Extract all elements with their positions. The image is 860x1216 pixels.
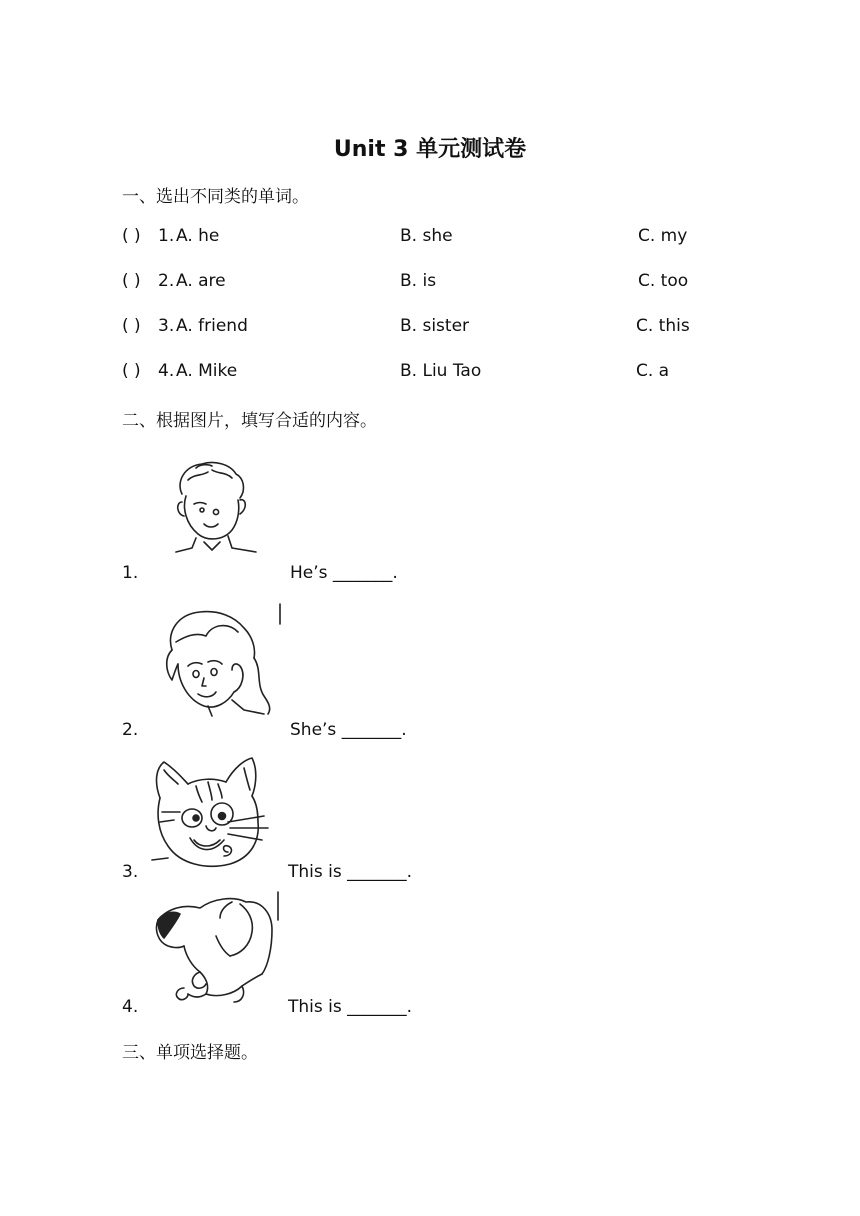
question-number: 3. — [158, 316, 175, 336]
question-number: 4. — [158, 361, 175, 381]
option-a: A. are — [176, 271, 226, 291]
fill-in-sentence: He’s _______. — [290, 563, 398, 583]
option-c: C. too — [638, 271, 689, 291]
item-number: 1. — [122, 563, 139, 583]
question-number: 1. — [158, 226, 175, 246]
option-b: B. she — [400, 226, 453, 246]
option-b: B. sister — [400, 316, 470, 336]
option-b: B. Liu Tao — [400, 361, 482, 381]
option-c: C. my — [638, 226, 688, 246]
option-a: A. Mike — [176, 361, 238, 381]
dog-face-illustration — [144, 890, 282, 1012]
option-c: C. this — [636, 316, 690, 336]
girl-face-illustration — [152, 602, 284, 718]
item-number: 4. — [122, 997, 139, 1017]
fill-in-sentence: This is _______. — [288, 997, 413, 1017]
option-b: B. is — [400, 271, 437, 291]
answer-paren[interactable]: ( ) — [122, 316, 141, 336]
section-3-heading: 三、单项选择题。 — [122, 1043, 258, 1063]
answer-paren[interactable]: ( ) — [122, 361, 141, 381]
option-a: A. friend — [176, 316, 248, 336]
answer-paren[interactable]: ( ) — [122, 271, 141, 291]
option-c: C. a — [636, 361, 670, 381]
fill-in-sentence: She’s _______. — [290, 720, 407, 740]
option-a: A. he — [176, 226, 220, 246]
section-2-heading: 二、根据图片，填写合适的内容。 — [122, 411, 377, 431]
item-number: 2. — [122, 720, 139, 740]
page-title: Unit 3 单元测试卷 — [333, 137, 527, 162]
fill-in-sentence: This is _______. — [288, 862, 413, 882]
cat-face-illustration — [150, 756, 280, 874]
answer-paren[interactable]: ( ) — [122, 226, 141, 246]
question-number: 2. — [158, 271, 175, 291]
item-number: 3. — [122, 862, 139, 882]
boy-face-illustration — [168, 458, 264, 554]
section-1-heading: 一、选出不同类的单词。 — [122, 187, 309, 207]
